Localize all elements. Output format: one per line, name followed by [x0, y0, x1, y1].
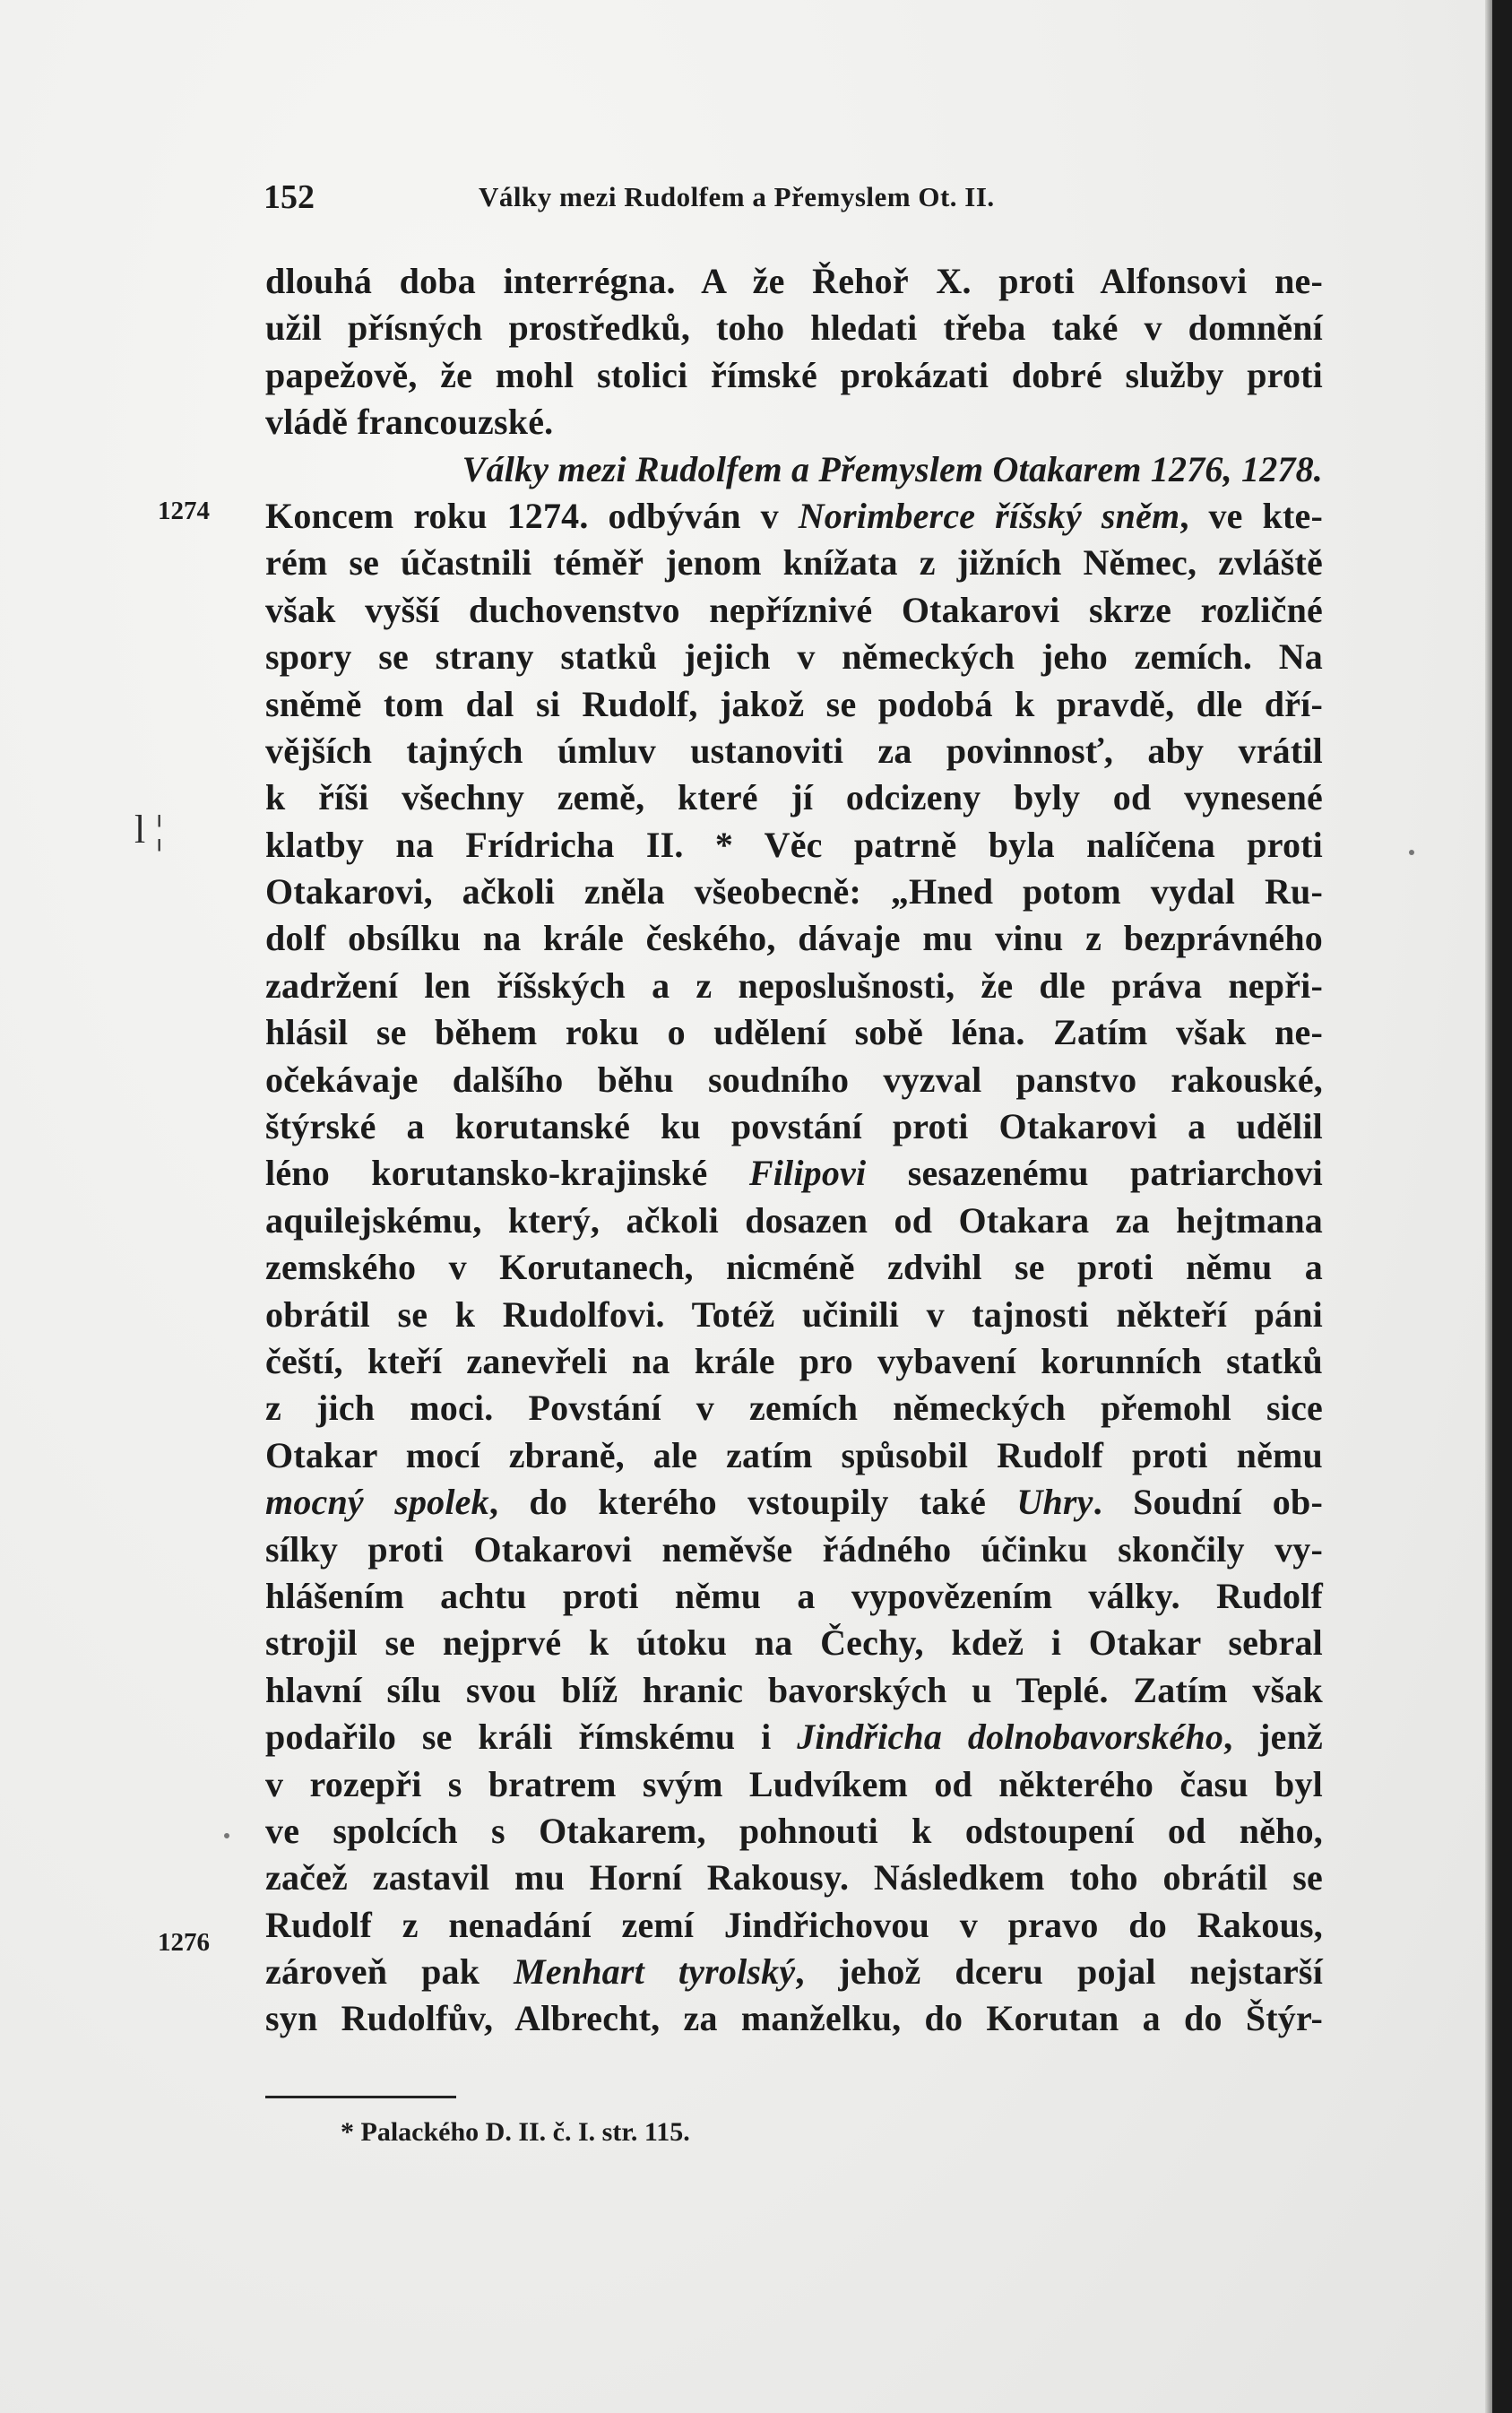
text-line: zároveň pak Menhart tyrolský, jehož dceru pojal nejstarší: [265, 1951, 1324, 1993]
text-line: Koncem roku 1274. odbýván v Norimberce říšský sněm, ve kte-: [265, 495, 1324, 536]
text-line: užil přísných prostředků, toho hledati třeba také v domnění: [265, 307, 1323, 349]
text-line: k říši všechny země, které jí odcizeny byly od vynesené: [265, 777, 1323, 818]
text-line: hlášením achtu proti němu a vypovězením války. Rudolf: [265, 1575, 1323, 1616]
text-line: však vyšší duchovenstvo nepříznivé Otakarovi skrze rozličné: [265, 589, 1323, 630]
text-line: léno korutansko-krajinské Filipovi sesazenému patriarchovi: [265, 1153, 1323, 1194]
text-line: aquilejskému, který, ačkoli dosazen od Otakara za hejtmana: [265, 1199, 1323, 1241]
text-line: hlásil se během roku o udělení sobě léna. Zatím však ne-: [265, 1012, 1323, 1053]
scan-edge: [1492, 0, 1512, 2413]
text-line: očekávaje dalšího běhu soudního vyzval panstvo rakouské,: [265, 1059, 1323, 1100]
text-line: zadržení len říšských a z neposlušnosti, že dle práva nepři-: [265, 964, 1323, 1006]
footnote-rule: [265, 2096, 456, 2098]
body-text: [265, 258, 1323, 2043]
text-line: Otakar mocí zbraně, ale zatím spůsobil Rudolf proti němu: [265, 1434, 1323, 1475]
text-line: sněmě tom dal si Rudolf, jakož se podobá k pravdě, dle dří-: [265, 683, 1323, 724]
text-line: mocný spolek, do kterého vstoupily také Uhry. Soudní ob-: [265, 1482, 1323, 1523]
text-line: hlavní sílu svou blíž hranic bavorských u Teplé. Zatím však: [265, 1669, 1323, 1710]
text-line: syn Rudolfův, Albrecht, za manželku, do Korutan a do Štýr-: [265, 1998, 1323, 2039]
text-line: ve spolcích s Otakarem, pohnouti k odstoupení od něho,: [265, 1810, 1323, 1851]
text-line: vládě francouzské.: [265, 402, 554, 443]
section-heading: Války mezi Rudolfem a Přemyslem Otakarem 1276, 1278.: [462, 448, 1323, 489]
scan-speck: [224, 1833, 229, 1838]
margin-year-1276: 1276: [158, 1928, 210, 1957]
page-header: [264, 177, 1330, 222]
running-title: Války mezi Rudolfem a Přemyslem Ot. II.: [479, 181, 995, 212]
text-line: z jich moci. Povstání v zemích německých přemohl sice: [265, 1388, 1323, 1429]
text-line: podařilo se králi římskému i Jindřicha dolnobavorského, jenž: [265, 1717, 1323, 1758]
text-line: Otakarovi, ačkoli zněla všeobecně: „Hned potom vydal Ru-: [265, 871, 1323, 912]
text-line: strojil se nejprvé k útoku na Čechy, kdež i Otakar sebral: [265, 1622, 1323, 1664]
text-line: zemského v Korutanech, nicméně zdvihl se proti němu a: [265, 1247, 1323, 1288]
text-line: dolf obsílku na krále českého, dávaje mu vinu z bezprávného: [265, 918, 1323, 959]
text-line: v rozepři s bratrem svým Ludvíkem od některého času byl: [265, 1763, 1323, 1804]
text-line: klatby na Frídricha II. * Věc patrně byla nalíčena proti: [265, 824, 1323, 865]
text-line: štýrské a korutanské ku povstání proti Otakarovi a udělil: [265, 1106, 1323, 1147]
text-line: sílky proti Otakarovi neměvše řádného účinku skončily vy-: [265, 1528, 1323, 1570]
text-line: papežově, že mohl stolici římské prokázati dobré služby proti: [265, 354, 1323, 395]
text-line: obrátil se k Rudolfovi. Totéž učinili v tajnosti někteří páni: [265, 1293, 1323, 1335]
margin-pencil-marks: l ¦: [134, 808, 164, 852]
scan-edge-shadow: [1485, 0, 1492, 2413]
footnote: * Palackého D. II. č. I. str. 115.: [341, 2117, 690, 2147]
text-line: vějších tajných úmluv ustanoviti za povinnosť, aby vrátil: [265, 730, 1323, 771]
text-line: Rudolf z nenadání zemí Jindřichovou v pravo do Rakous,: [265, 1904, 1323, 1945]
scan-speck: [1409, 850, 1414, 855]
text-line: dlouhá doba interrégna. A že Řehoř X. proti Alfonsovi ne-: [265, 261, 1323, 301]
text-line: čeští, kteří zanevřeli na krále pro vybavení korunních statků: [265, 1340, 1323, 1381]
text-line: rém se účastnili téměř jenom knížata z jižních Němec, zvláště: [265, 542, 1323, 584]
margin-year-1274: 1274: [158, 497, 210, 525]
page-number: 152: [264, 178, 315, 216]
text-line: spory se strany statků jejich v německých jeho zemích. Na: [265, 636, 1323, 678]
text-line: začež zastavil mu Horní Rakousy. Následkem toho obrátil se: [265, 1857, 1323, 1898]
